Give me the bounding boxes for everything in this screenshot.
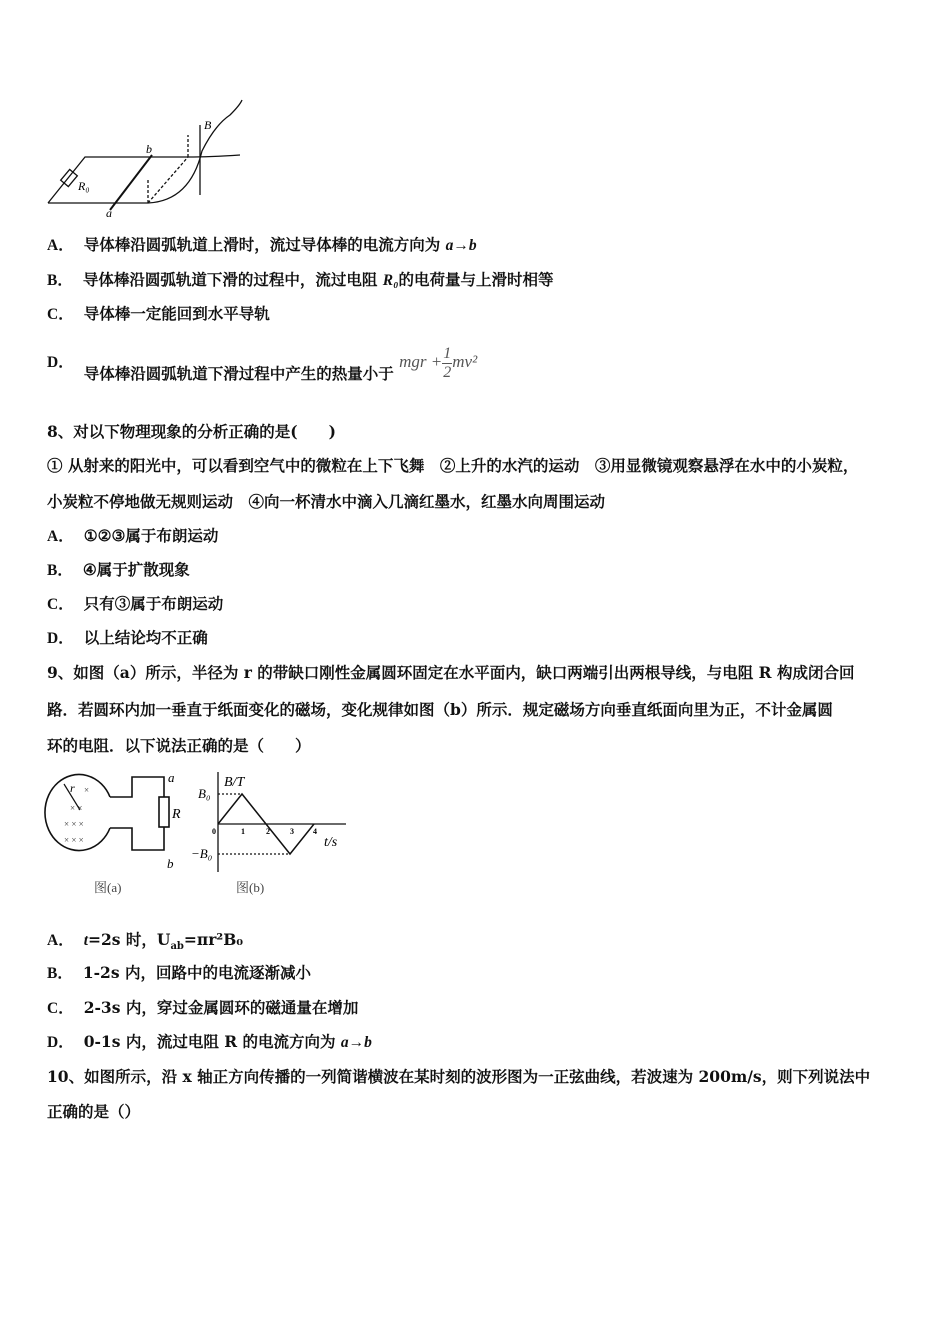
tick-neg-b0: −B₀ bbox=[191, 846, 213, 861]
q7-option-d[interactable]: D．导体棒沿圆弧轨道下滑过程中产生的热量小于 mgr + $\frac{1}{2}$ mv² bbox=[47, 344, 478, 383]
q10-stem-line2: 正确的是（） bbox=[47, 1102, 141, 1121]
caption-b: 图(b) bbox=[236, 880, 265, 895]
q9-stem-line1: 9、如图（a）所示，半径为 r 的带缺口刚性金属圆环固定在水平面内，缺口两端引出两根导线，与电阻 R 构成闭合回 bbox=[47, 663, 855, 682]
q8-option-b[interactable]: B． ④属于扩散现象 bbox=[47, 560, 190, 579]
tick-4: 4 bbox=[313, 827, 317, 836]
label-b: b bbox=[167, 856, 174, 871]
label-r: r bbox=[70, 781, 75, 795]
svg-text:× × ×: × × × bbox=[64, 835, 84, 845]
x-axis-label: t/s bbox=[324, 835, 338, 850]
q9-figure-a bbox=[44, 772, 184, 898]
q10-stem-line1: 10、如图所示，沿 x 轴正方向传播的一列简谐横波在某时刻的波形图为一正弦曲线，若波速为 200m/s，则下列说法中 bbox=[47, 1067, 871, 1086]
heat-formula: mgr + $\frac{1}{2}$ mv² bbox=[399, 344, 478, 381]
label-r0: R₀ bbox=[78, 179, 90, 193]
label-a: a bbox=[168, 772, 175, 785]
tick-0: 0 bbox=[212, 827, 216, 836]
svg-text:× × ×: × × × bbox=[64, 819, 84, 829]
svg-text:× ×: × × bbox=[70, 803, 83, 813]
svg-text:×: × bbox=[84, 785, 90, 795]
q7-rail-diagram bbox=[40, 95, 260, 220]
tick-3: 3 bbox=[290, 827, 294, 836]
q7-option-c[interactable]: C． 导体棒一定能回到水平导轨 bbox=[47, 304, 270, 323]
y-axis-label: B/T bbox=[224, 775, 245, 790]
q9-stem-line2: 路．若圆环内加一垂直于纸面变化的磁场，变化规律如图（b）所示．规定磁场方向垂直纸面向里为正，不计金属圆 bbox=[47, 700, 833, 719]
q8-option-c[interactable]: C． 只有③属于布朗运动 bbox=[47, 594, 224, 613]
caption-a: 图(a) bbox=[94, 880, 122, 895]
q7-option-a[interactable]: A． 导体棒沿圆弧轨道上滑时，流过导体棒的电流方向为 a→b bbox=[47, 235, 477, 254]
q9-option-a[interactable]: A． t=2s 时，$U_{ab}=\pi r^2B_0$ bbox=[47, 930, 244, 953]
q9-figure-b bbox=[190, 772, 356, 898]
q9-option-c[interactable]: C． 2-3s 内，穿过金属圆环的磁通量在增加 bbox=[47, 998, 359, 1017]
q8-text-line2: 小炭粒不停地做无规则运动 ④向一杯清水中滴入几滴红墨水，红墨水向周围运动 bbox=[47, 492, 606, 511]
tick-b0: B₀ bbox=[198, 786, 211, 801]
q7-option-b[interactable]: B． 导体棒沿圆弧轨道下滑的过程中，流过电阻 R₀的电荷量与上滑时相等 bbox=[47, 270, 554, 289]
label-R: R bbox=[172, 807, 181, 822]
q8-stem: 8、对以下物理现象的分析正确的是( ) bbox=[47, 422, 336, 441]
magnetic-field-crosses bbox=[64, 785, 89, 845]
label-a: a bbox=[106, 206, 112, 220]
tick-1: 1 bbox=[241, 827, 245, 836]
q9-stem-line3: 环的电阻．以下说法正确的是（ ） bbox=[47, 736, 311, 755]
q9-option-d[interactable]: D． 0-1s 内，流过电阻 R 的电流方向为 a→b bbox=[47, 1032, 372, 1051]
q8-option-d[interactable]: D． 以上结论均不正确 bbox=[47, 628, 208, 647]
label-B: B bbox=[204, 118, 212, 132]
tick-2: 2 bbox=[266, 827, 270, 836]
label-b: b bbox=[146, 142, 152, 156]
q8-text-line1: ① 从射来的阳光中，可以看到空气中的微粒在上下飞舞 ②上升的水汽的运动 ③用显微镜观察悬浮在水中的小炭粒， bbox=[47, 456, 859, 475]
q8-option-a[interactable]: A． ①②③属于布朗运动 bbox=[47, 526, 219, 545]
q9-option-b[interactable]: B． 1-2s 内，回路中的电流逐渐减小 bbox=[47, 963, 311, 982]
